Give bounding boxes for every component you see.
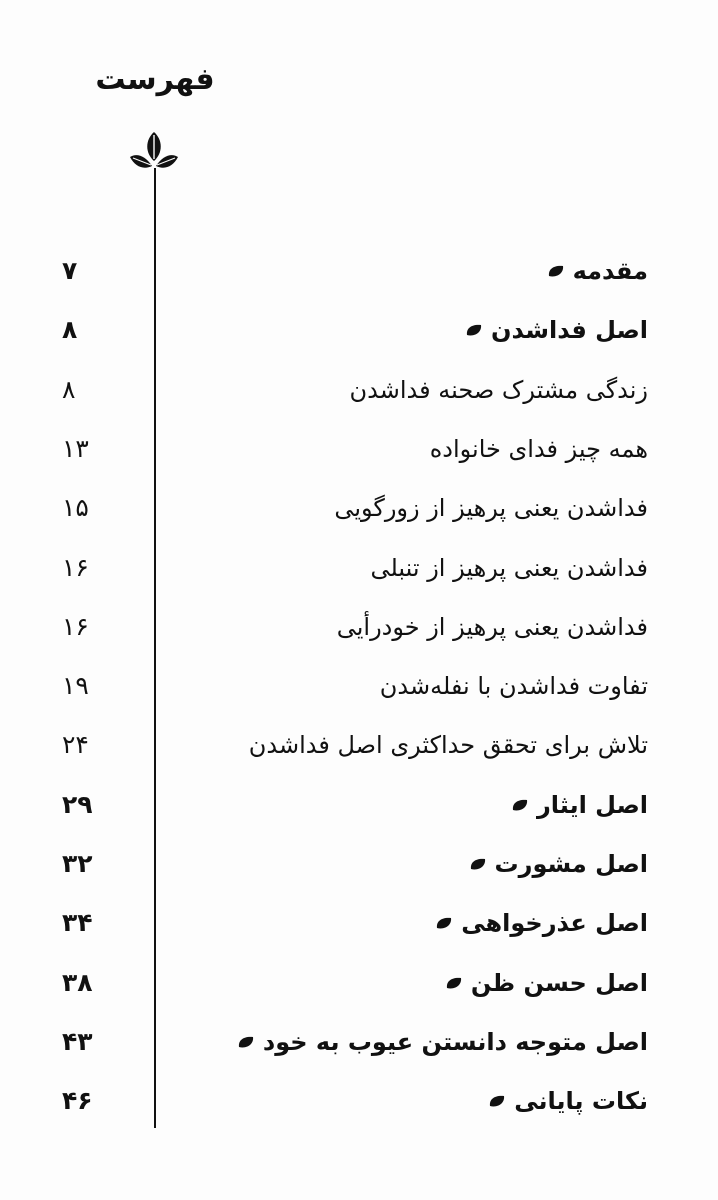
toc-entry-title: فداشدن یعنی پرهیز از تنبلی: [370, 553, 648, 582]
toc-entry: [0, 1079, 718, 1123]
toc-entry-title: فداشدن یعنی پرهیز از زورگویی: [334, 494, 648, 523]
toc-entry: [0, 249, 718, 293]
toc-page-number: ۴۶: [62, 1086, 93, 1116]
toc-entry-title: اصل حسن ظن: [470, 968, 648, 997]
toc-entry: [0, 368, 718, 412]
toc-entry-title: اصل عذرخواهی: [461, 909, 648, 938]
leaf-bullet-icon: [511, 798, 529, 812]
leaf-bullet-icon: [465, 323, 483, 337]
toc-page-number: ۳۸: [62, 967, 93, 997]
toc-entry-content: [200, 1020, 648, 1064]
toc-entry-content: [200, 664, 648, 708]
toc-entry: [0, 546, 718, 590]
toc-entry: [0, 486, 718, 530]
toc-entry-content: [200, 546, 648, 590]
toc-page-number: ۱۹: [62, 671, 89, 701]
toc-page-number: ۳۴: [62, 908, 93, 938]
toc-entry: [0, 842, 718, 886]
toc-entry: [0, 1020, 718, 1064]
toc-entry-title: اصل فداشدن: [491, 316, 648, 345]
toc-entry-title: زندگی مشترک صحنه فداشدن: [349, 375, 648, 404]
toc-entry: [0, 427, 718, 471]
toc-entry: [0, 901, 718, 945]
toc-entry-content: [200, 901, 648, 945]
toc-entry-content: [200, 1079, 648, 1123]
leaf-bullet-icon: [237, 1035, 255, 1049]
toc-entry: [0, 723, 718, 767]
leaf-bullet-icon: [445, 976, 463, 990]
toc-entry-content: [200, 783, 648, 827]
toc-entry: [0, 961, 718, 1005]
toc-page-number: ۱۶: [62, 552, 89, 582]
toc-entry: [0, 664, 718, 708]
leaf-bullet-icon: [435, 916, 453, 930]
toc-entry-title: اصل متوجه دانستن عیوب به خود: [262, 1027, 648, 1056]
toc-entry-title: اصل ایثار: [536, 790, 648, 819]
toc-page-number: ۸: [62, 374, 76, 404]
toc-entry-title: اصل مشورت: [494, 850, 648, 878]
toc-entry: [0, 605, 718, 649]
toc-entry: [0, 783, 718, 827]
toc-entry-title: همه چیز فدای خانواده: [429, 434, 648, 463]
leaf-bullet-icon: [488, 1094, 506, 1108]
toc-page-number: ۳۲: [62, 849, 93, 878]
toc-entry-title: تلاش برای تحقق حداکثری اصل فداشدن: [248, 731, 648, 760]
toc-entry-content: [200, 723, 648, 767]
toc-page-number: ۸: [62, 315, 78, 345]
leaf-bullet-icon: [547, 264, 565, 278]
page-title: فهرست: [95, 62, 215, 97]
toc-entry-title: فداشدن یعنی پرهیز از خودرأیی: [336, 612, 648, 641]
toc-entry-content: [200, 486, 648, 530]
toc-entry-title: نکات پایانی: [514, 1087, 648, 1116]
toc-page-number: ۱۶: [62, 611, 89, 641]
toc-page-number: ۲۴: [62, 730, 89, 760]
leaf-bullet-icon: [469, 857, 487, 871]
toc-entry-content: [200, 368, 648, 412]
toc-entry-content: [200, 842, 648, 886]
toc-entry-content: [200, 961, 648, 1005]
toc-entry: [0, 308, 718, 352]
toc-page-number: ۲۹: [62, 789, 93, 819]
toc-page-number: ۷: [62, 256, 78, 285]
toc-entry-content: [200, 605, 648, 649]
toc-entry-title: تفاوت فداشدن با نفله‌شدن: [379, 672, 648, 701]
toc-entry-content: [200, 308, 648, 352]
toc-page-number: ۴۳: [62, 1026, 93, 1056]
toc-entry-title: مقدمه: [572, 257, 648, 285]
toc-page-number: ۱۳: [62, 433, 89, 463]
toc-entry-content: [200, 427, 648, 471]
toc-page-number: ۱۵: [62, 493, 89, 523]
toc-entry-content: [200, 249, 648, 293]
